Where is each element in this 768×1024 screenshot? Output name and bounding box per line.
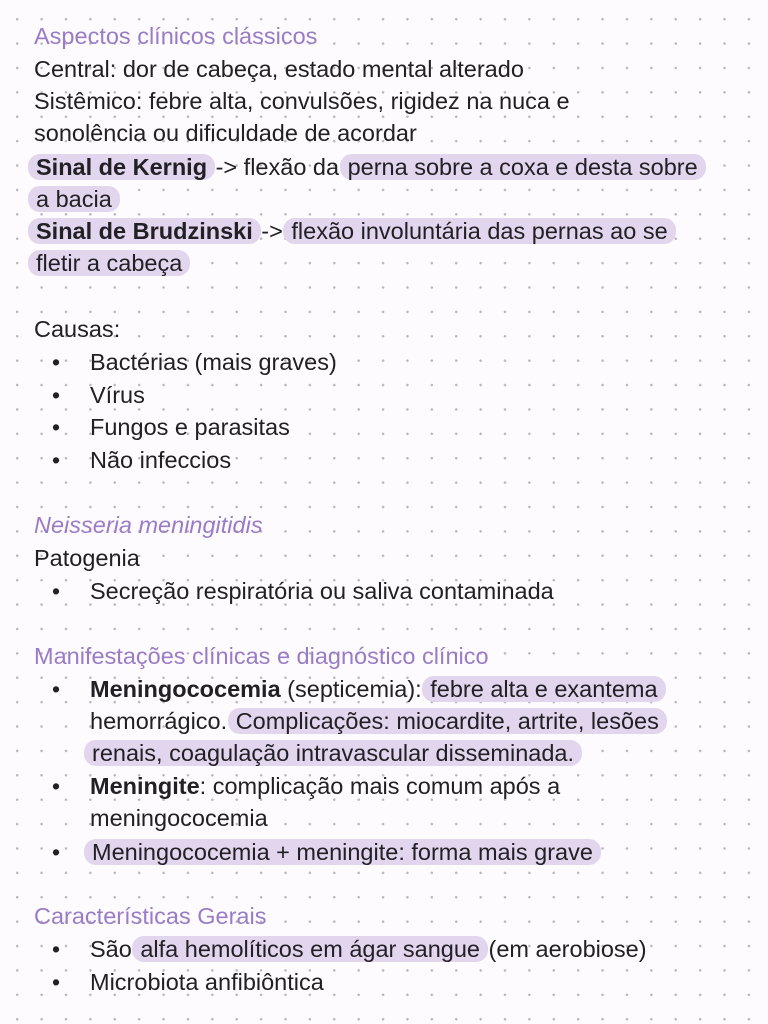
bullet-icon: • — [52, 447, 61, 473]
patogenia-item: Secreção respiratória ou saliva contaminada — [90, 578, 554, 604]
kernig-line-1 — [34, 151, 700, 183]
manifest-b2-line-2: meningococemia — [90, 805, 268, 831]
brudzinski-highlight-1: flexão involuntária das pernas ao se — [283, 218, 675, 244]
manifest-highlight-1: febre alta e exantema — [422, 676, 665, 702]
causas-label: Causas — [34, 316, 114, 342]
aerobiose-text: (em aerobiose) — [482, 936, 647, 962]
bullet-icon: • — [52, 936, 61, 962]
bullet-icon: • — [52, 773, 61, 799]
bullet-icon: • — [52, 578, 61, 604]
brudzinski-highlight-2: fletir a cabeça — [28, 250, 190, 276]
meningite-label: Meningite — [90, 773, 200, 799]
caracteristicas-highlight: alfa hemolíticos em ágar sangue — [132, 936, 488, 962]
brudzinski-label: Sinal de Brudzinski — [28, 218, 261, 244]
manifest-highlight-2: Complicações: miocardite, artrite, lesões — [228, 708, 667, 734]
bullet-icon: • — [52, 839, 61, 865]
bullet-icon: • — [52, 382, 61, 408]
hemorragico-text: hemorrágico. — [90, 708, 228, 734]
section-title-caracteristicas: Características Gerais — [34, 903, 267, 929]
patogenia-heading: Patogenia — [34, 545, 140, 571]
brudzinski-line-1 — [34, 215, 670, 247]
caracteristicas-b1 — [90, 933, 647, 965]
text-sistemico-1: Sistêmico: febre alta, convulsões, rigidez na nuca e — [34, 88, 570, 114]
manifest-b1-line-3 — [90, 737, 576, 769]
kernig-label: Sinal de Kernig — [28, 154, 215, 180]
septicemia-text: (septicemia): — [280, 676, 422, 702]
kernig-highlight-2: a bacia — [28, 186, 120, 212]
kernig-arrow: -> flexão da — [209, 154, 340, 180]
bullet-icon: • — [52, 676, 61, 702]
manifest-b1-line-2 — [90, 705, 661, 737]
bullet-icon: • — [52, 969, 61, 995]
kernig-line-2 — [34, 183, 114, 215]
text-sistemico-2: sonolência ou dificuldade de acordar — [34, 120, 417, 146]
meningococcemia-label: Meningococemia — [90, 676, 281, 702]
brudzinski-arrow: -> — [254, 218, 283, 244]
causas-heading — [34, 313, 120, 345]
bullet-icon: • — [52, 349, 61, 375]
manifest-b2-line-1 — [90, 770, 560, 802]
causas-colon: : — [113, 316, 121, 342]
manifest-highlight-4: Meningococemia + meningite: forma mais grave — [84, 839, 601, 865]
section-title-manifestacoes: Manifestações clínicas e diagnóstico clínico — [34, 643, 489, 669]
text-central: Central: dor de cabeça, estado mental alterado — [34, 56, 524, 82]
kernig-highlight-1: perna sobre a coxa e desta sobre — [340, 154, 706, 180]
causa-item: Bactérias (mais graves) — [90, 349, 337, 375]
causa-item: Vírus — [90, 382, 145, 408]
manifest-b3 — [90, 836, 595, 868]
meningite-text: : complicação mais comum após a — [199, 773, 561, 799]
section-title-neisseria: Neisseria meningitidis — [34, 512, 263, 538]
causa-item: Fungos e parasitas — [90, 414, 290, 440]
manifest-b1-line-1 — [90, 673, 660, 705]
sao-text: São — [90, 936, 132, 962]
section-title-aspectos: Aspectos clínicos clássicos — [34, 23, 318, 49]
manifest-highlight-3: renais, coagulação intravascular disseminada. — [84, 740, 582, 766]
caracteristicas-b2: Microbiota anfibiôntica — [90, 969, 324, 995]
causa-item: Não infeccios — [90, 447, 232, 473]
brudzinski-line-2 — [34, 247, 184, 279]
bullet-icon: • — [52, 414, 61, 440]
